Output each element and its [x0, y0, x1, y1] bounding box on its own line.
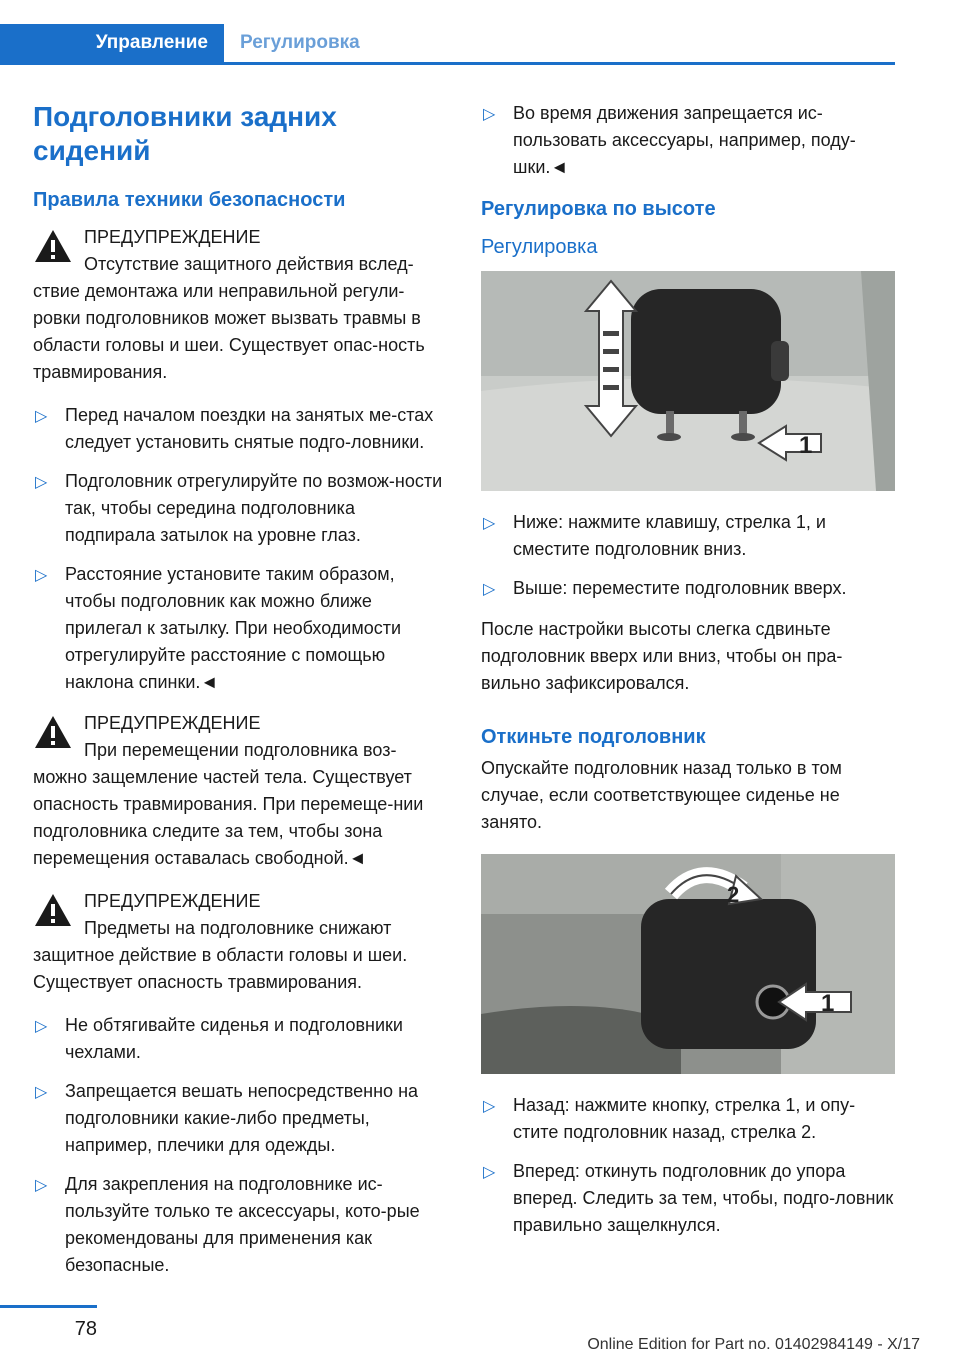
list-item	[481, 575, 895, 602]
bullet-triangle-icon: ▷	[35, 1177, 48, 1194]
right-column	[481, 100, 895, 1253]
warning-triangle-icon	[33, 892, 73, 928]
warning-1-list	[33, 402, 448, 696]
list-item-text: Подголовник отрегулируйте по возмож-ности так, чтобы середина подголовника подпирала затылок на уровне глаз.	[65, 471, 443, 545]
figure2-callout-1: 1	[821, 990, 835, 1017]
list-item-text: Вперед: откинуть подголовник до упора вперед. Следить за тем, чтобы, подго-ловник правильно защелкнулся.	[513, 1161, 894, 1235]
bullet-triangle-icon: ▷	[483, 515, 496, 532]
tilt-paragraph: Опускайте подголовник назад только в том случае, если соответствующее сиденье не занято.	[481, 758, 842, 832]
warning-text: Отсутствие защитного действия вслед-ствие демонтажа или неправильной регули-ровки подголовников может вызвать травмы в области головы и шеи. Существует опас-ность травмирования.	[33, 254, 425, 382]
bullet-triangle-icon: ▷	[483, 106, 496, 123]
list-item	[33, 1078, 448, 1159]
bullet-triangle-icon: ▷	[35, 474, 48, 491]
warning-label: ПРЕДУПРЕЖДЕНИЕ	[84, 713, 261, 733]
height-heading: Регулировка по высоте	[481, 198, 716, 220]
list-item-text: Для закрепления на подголовнике ис-пользуйте только те аксессуары, кото-рые рекомендованы для применения как безопасные.	[65, 1174, 420, 1275]
bullet-triangle-icon: ▷	[483, 1164, 496, 1181]
headrest-tilt-figure	[481, 854, 895, 1074]
list-item-text: Расстояние установите таким образом, чтобы подголовник как можно ближе прилегал к затылку. При необходимости отрегулируйте расстояние с помощью наклона спинки.◄	[65, 564, 402, 692]
bullet-triangle-icon: ▷	[483, 581, 496, 598]
warning-block-1	[33, 224, 448, 386]
list-item-text: Перед началом поездки на занятых ме-стах следует установить снятые подго-ловники.	[65, 405, 434, 452]
headrest-height-figure	[481, 271, 895, 491]
page-title: Подголовники задних сидений	[33, 101, 337, 166]
list-item-text: Не обтягивайте сиденья и подголовники чехлами.	[65, 1015, 403, 1062]
bullet-triangle-icon: ▷	[483, 1098, 496, 1115]
bullet-triangle-icon: ▷	[35, 567, 48, 584]
list-item	[33, 1012, 448, 1066]
tab-regulirovka[interactable]: Регулировка	[240, 32, 360, 53]
warning-text: При перемещении подголовника воз-можно защемление частей тела. Существует опасность травмирования. При перемеще-нии подголовника следите за тем, чтобы зона перемещения оставалась свободной.◄	[33, 740, 424, 868]
list-item-text: Запрещается вешать непосредственно на подголовники какие-либо предметы, например, плечики для одежды.	[65, 1081, 419, 1155]
list-item	[481, 1158, 895, 1239]
warning-triangle-icon	[33, 228, 73, 264]
header-tabs	[0, 24, 895, 65]
warning-label: ПРЕДУПРЕЖДЕНИЕ	[84, 227, 261, 247]
list-item	[33, 468, 448, 549]
list-item-text: Выше: переместите подголовник вверх.	[513, 578, 847, 598]
bullet-triangle-icon: ▷	[35, 408, 48, 425]
page-number: 78	[74, 1318, 97, 1340]
list-item-text: Во время движения запрещается ис-пользовать аксессуары, например, поду-шки.◄	[513, 103, 856, 177]
warning-3-list	[33, 1012, 448, 1279]
tab-upravlenie[interactable]: Управление	[0, 24, 224, 62]
section-heading-safety: Правила техники безопасности	[33, 189, 346, 211]
list-item	[481, 509, 895, 563]
tilt-list	[481, 1092, 895, 1239]
list-item-text: Назад: нажмите кнопку, стрелка 1, и опу-стите подголовник назад, стрелка 2.	[513, 1095, 856, 1142]
top-list	[481, 100, 895, 181]
footer-rule	[0, 1305, 97, 1308]
warning-block-2	[33, 710, 448, 872]
figure1-callout: 1	[799, 432, 813, 459]
warning-label: ПРЕДУПРЕЖДЕНИЕ	[84, 891, 261, 911]
bullet-triangle-icon: ▷	[35, 1084, 48, 1101]
list-item-text: Ниже: нажмите клавишу, стрелка 1, и сместите подголовник вниз.	[513, 512, 826, 559]
list-item	[33, 1171, 448, 1279]
tilt-heading: Откиньте подголовник	[481, 726, 706, 748]
warning-triangle-icon	[33, 714, 73, 750]
height-paragraph: После настройки высоты слегка сдвиньте подголовник вверх или вниз, чтобы он пра-вильно зафиксировался.	[481, 619, 843, 693]
warning-text: Предметы на подголовнике снижают защитное действие в области головы и шеи. Существует опасность травмирования.	[33, 918, 408, 992]
left-column	[33, 100, 448, 1293]
height-list	[481, 509, 895, 602]
list-item	[33, 561, 448, 696]
list-item	[33, 402, 448, 456]
list-item	[481, 1092, 895, 1146]
warning-block-3	[33, 888, 448, 996]
figure2-callout-2: 2	[727, 882, 740, 907]
edition-text: Online Edition for Part no. 01402984149 - X/17	[587, 1336, 920, 1353]
bullet-triangle-icon: ▷	[35, 1018, 48, 1035]
height-subheading: Регулировка	[481, 236, 598, 258]
list-item	[481, 100, 895, 181]
